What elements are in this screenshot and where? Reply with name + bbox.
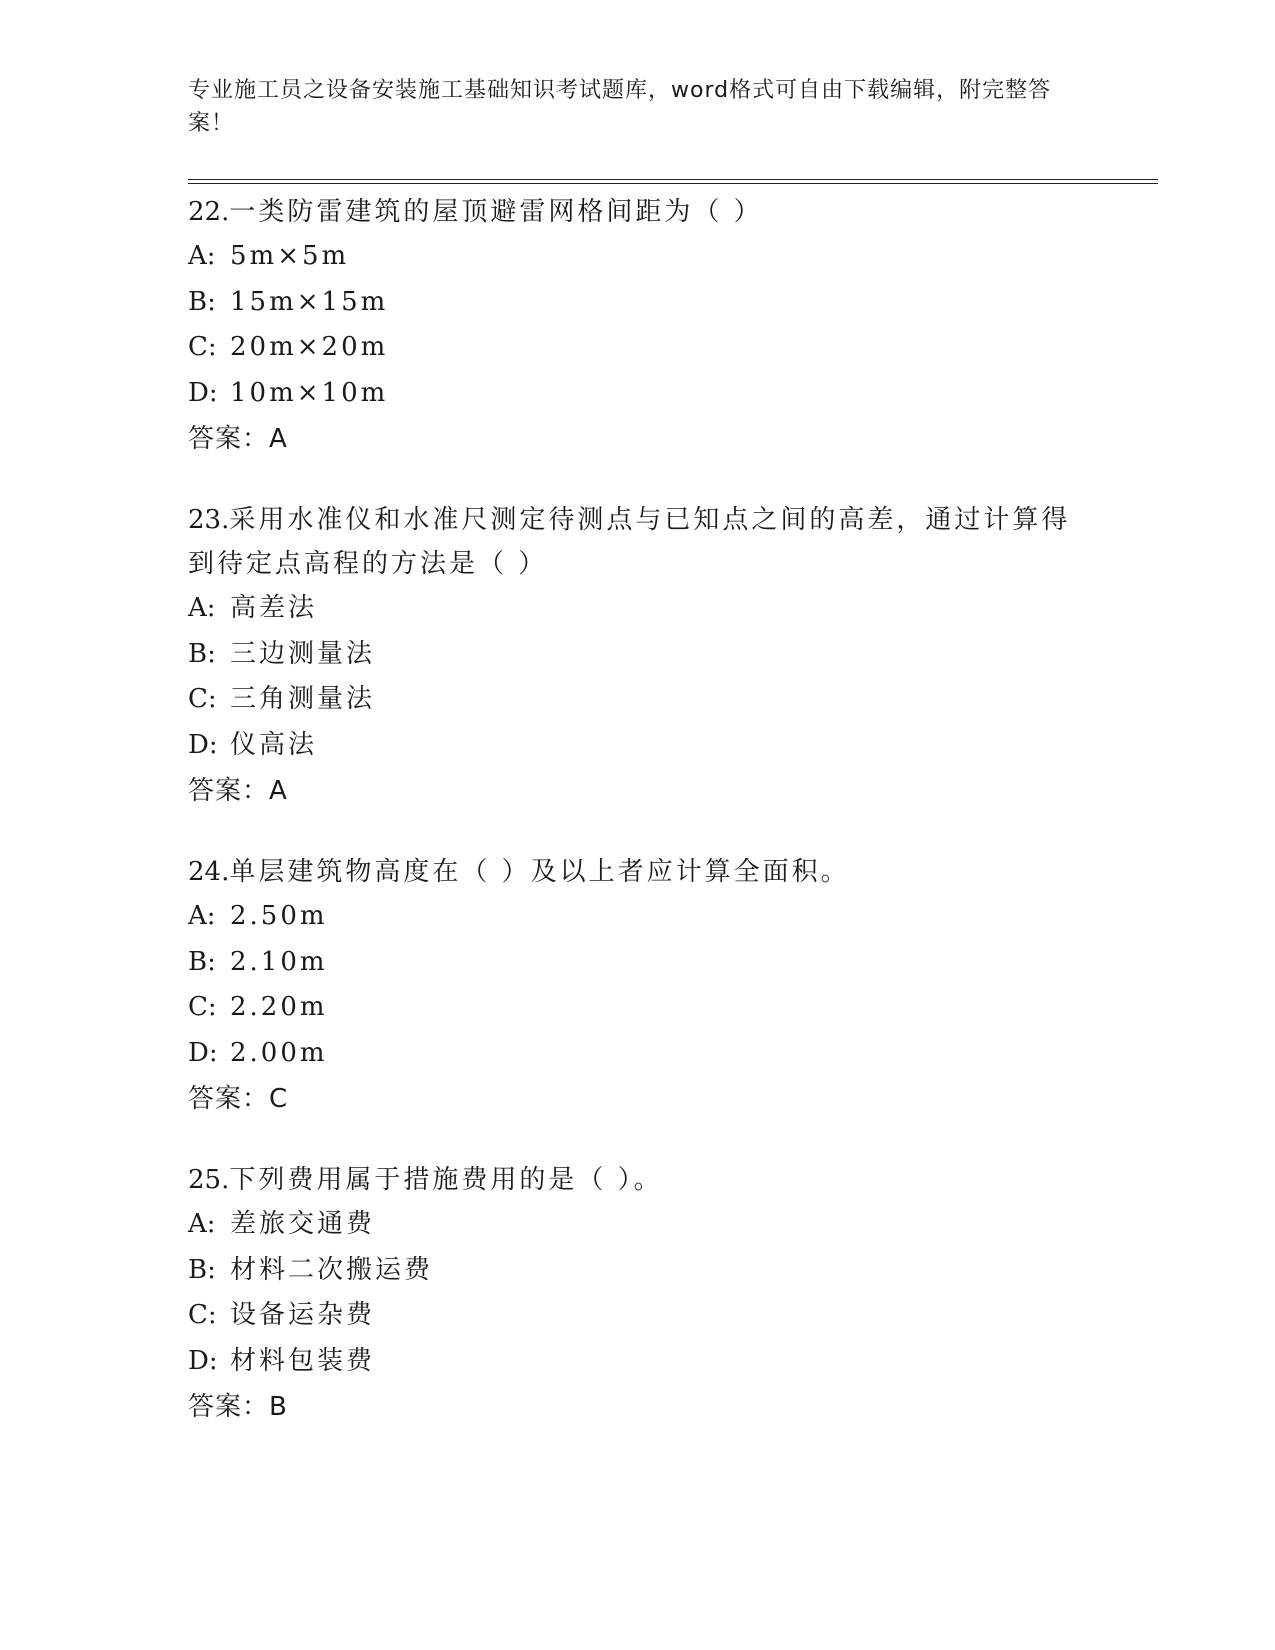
- answer-line: 答案：A: [188, 776, 288, 806]
- question-text: 一类防雷建筑的屋顶避雷网格间距为（ ）: [229, 197, 763, 227]
- option-c: [188, 985, 1088, 1031]
- question-number: 22.: [188, 197, 230, 227]
- option-text: 2.20m: [230, 992, 328, 1022]
- question-stem: [188, 1158, 1088, 1202]
- option-b: [188, 1248, 1088, 1294]
- option-text: 15m×15m: [230, 286, 389, 317]
- option-c: [188, 325, 1088, 371]
- option-a: [188, 894, 1088, 940]
- option-text: 高差法: [230, 593, 318, 623]
- question-23: [188, 498, 1088, 814]
- option-text: 2.50m: [230, 901, 328, 931]
- option-text: 10m×10m: [230, 377, 389, 408]
- option-c: [188, 677, 1088, 723]
- option-label: D:: [188, 729, 218, 760]
- question-number: 25.: [188, 1165, 230, 1195]
- option-text: 材料包装费: [230, 1345, 376, 1376]
- option-d: [188, 1031, 1088, 1077]
- option-label: D:: [188, 1037, 218, 1068]
- question-stem: [188, 850, 1088, 894]
- option-a: [188, 1202, 1088, 1248]
- option-label: A:: [188, 241, 216, 271]
- option-a: [188, 586, 1088, 632]
- option-a: [188, 234, 1088, 280]
- question-stem: [188, 190, 1088, 234]
- question-text: 下列费用属于措施费用的是（ ）。: [229, 1165, 663, 1195]
- option-text: 三边测量法: [230, 638, 376, 669]
- option-label: A:: [188, 593, 216, 623]
- question-25: [188, 1158, 1088, 1430]
- option-d: [188, 723, 1088, 769]
- question-number: 23.: [188, 505, 230, 535]
- header-divider: [188, 179, 1158, 184]
- option-d: [188, 371, 1088, 417]
- question-stem: [188, 498, 1088, 586]
- question-22: [188, 190, 1088, 462]
- question-number: 24.: [188, 857, 230, 887]
- option-label: B:: [188, 638, 216, 669]
- option-label: B:: [188, 286, 216, 317]
- answer-line: 答案：C: [188, 1084, 289, 1114]
- question-text: 单层建筑物高度在（ ）及以上者应计算全面积。: [229, 857, 850, 887]
- question-24: [188, 850, 1088, 1122]
- option-text: 2.10m: [230, 946, 328, 977]
- option-b: [188, 632, 1088, 678]
- option-label: A:: [188, 901, 216, 931]
- option-c: [188, 1293, 1088, 1339]
- option-label: B:: [188, 946, 216, 977]
- option-label: C:: [188, 332, 217, 362]
- option-label: C:: [188, 1300, 217, 1330]
- answer-line: 答案：B: [188, 1392, 288, 1422]
- option-label: C:: [188, 992, 217, 1022]
- option-text: 材料二次搬运费: [230, 1254, 434, 1285]
- option-text: 差旅交通费: [230, 1209, 376, 1239]
- question-list: [188, 190, 1088, 1466]
- question-text: 采用水准仪和水准尺测定待测点与已知点之间的高差，通过计算得到待定点高程的方法是（ ）: [188, 505, 1071, 579]
- document-header: 专业施工员之设备安装施工基础知识考试题库，word格式可自由下载编辑，附完整答案！: [188, 78, 1052, 136]
- option-label: C:: [188, 684, 217, 714]
- answer-line: 答案：A: [188, 424, 288, 454]
- option-text: 20m×20m: [230, 332, 389, 362]
- option-text: 三角测量法: [230, 684, 376, 714]
- option-text: 5m×5m: [230, 241, 350, 271]
- option-b: [188, 280, 1088, 326]
- option-d: [188, 1339, 1088, 1385]
- option-text: 2.00m: [230, 1037, 328, 1068]
- option-text: 设备运杂费: [230, 1300, 376, 1330]
- option-label: B:: [188, 1254, 216, 1285]
- option-label: A:: [188, 1209, 216, 1239]
- option-label: D:: [188, 1345, 218, 1376]
- option-text: 仪高法: [230, 729, 318, 760]
- option-b: [188, 940, 1088, 986]
- option-label: D:: [188, 377, 218, 408]
